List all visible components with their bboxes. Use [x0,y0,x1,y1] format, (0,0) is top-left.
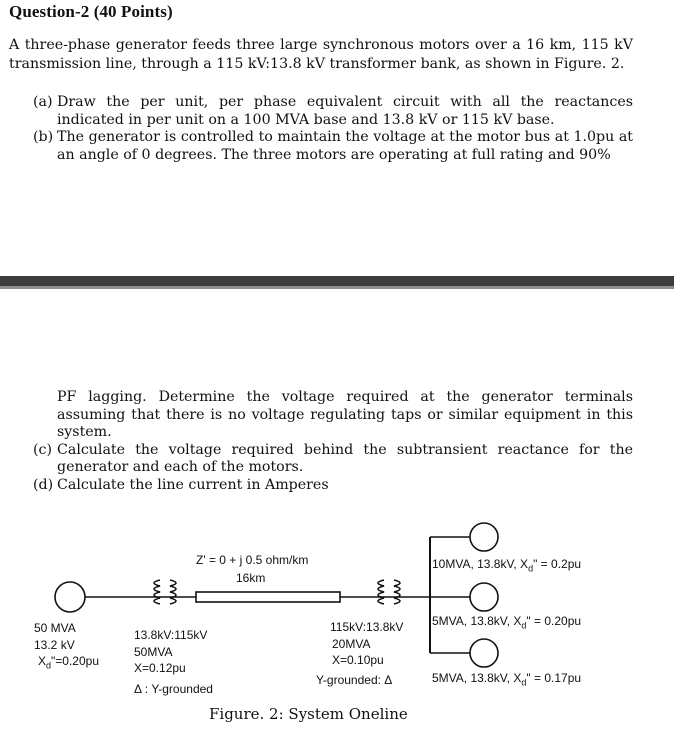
part-d-label: (d) [33,476,54,493]
page-break-shadow [0,286,674,289]
generator-mva-label: 50 MVA [34,621,76,635]
line-impedance-label: Z' = 0 + j 0.5 ohm/km [196,553,309,567]
t2-reactance-label: X=0.10pu [332,653,384,667]
generator-xd-label: $X_d"=0.20pu$ [38,654,100,671]
part-b-text-2: PF lagging. Determine the voltage required at the generator terminals assuming that there is no voltage regulating taps or similar equipment in this system. [57,389,633,440]
question-title: Question-2 (40 Points) [9,2,173,21]
generator-symbol [55,582,85,612]
t1-connection-label: Δ : Y-grounded [134,682,213,696]
motor-3-symbol [470,639,498,667]
t1-reactance-label: X=0.12pu [134,661,186,675]
motor-1-symbol [470,523,498,551]
part-b [33,129,633,164]
part-d-text: Calculate the line current in Amperes [57,476,329,493]
transmission-line-symbol [196,592,340,602]
motor-1-label: 10MVA, 13.8kV, $X_d$" = 0.2pu [432,557,582,574]
transformer-2-symbol [378,580,400,604]
t1-ratio-label: 13.8kV:115kV [134,628,208,642]
generator-kv-label: 13.2 kV [34,638,75,652]
t2-ratio-label: 115kV:13.8kV [330,620,404,634]
t1-mva-label: 50MVA [134,645,173,659]
figure-caption: Figure. 2: System Oneline [209,705,408,723]
line-length-label: 16km [236,571,266,585]
t2-connection-label: Y-grounded: Δ [316,673,393,687]
t2-mva-label: 20MVA [332,637,371,651]
question-intro: A three-phase generator feeds three large synchronous motors over a 16 km, 115 kV transmission line, through a 115 kV:13.8 kV transformer bank, as shown in Figure. 2. [9,37,633,72]
part-c [33,442,633,477]
part-b-text-1: The generator is controlled to maintain the voltage at the motor bus at 1.0pu at an angle of 0 degrees. The three motors are operating at full rating and 90% [57,129,633,163]
motor-2-symbol [470,583,498,611]
question-parts-page1 [33,94,633,164]
part-a-label: (a) [33,94,53,110]
part-a-text: Draw the per unit, per phase equivalent circuit with all the reactances indicated in per unit on a 100 MVA base and 13.8 kV or 115 kV base. [57,94,633,128]
part-b-continued [33,389,633,442]
part-d [33,477,633,495]
part-b-label: (b) [33,129,54,145]
motor-3-label: 5MVA, 13.8kV, $X_d$" = 0.17pu [432,671,582,688]
question-parts-page2 [33,389,633,494]
part-c-text: Calculate the voltage required behind the subtransient reactance for the generator and each of the motors. [57,441,633,475]
page-break-band [0,276,674,286]
transformer-1-symbol [154,580,176,604]
part-c-label: (c) [33,441,53,458]
motor-2-label: 5MVA, 13.8kV, $X_d$" = 0.20pu [432,614,582,631]
part-a [33,94,633,129]
